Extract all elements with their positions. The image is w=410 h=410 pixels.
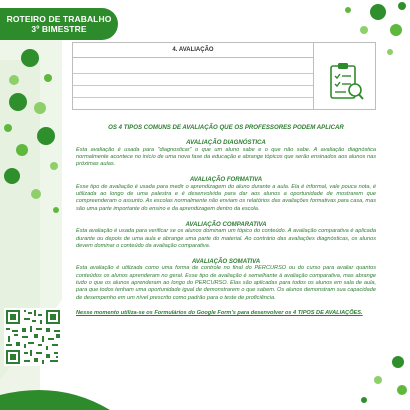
box-line bbox=[73, 73, 313, 74]
box-line bbox=[73, 97, 313, 98]
closing-note: Nesse momento utiliza-se os Formulários do Google Form's para desenvolver os 4 TIPOS DE AVALIAÇÕES. bbox=[76, 309, 363, 316]
header-badge bbox=[0, 8, 118, 40]
box-divider bbox=[313, 43, 314, 109]
section-title-somativa: AVALIAÇÃO SOMATIVA bbox=[191, 258, 261, 266]
section-text-formativa: Esse tipo de avaliação é usada para medir o aprendizagem do aluno durante a aula. Ela é informal, vale pouca nota, é utilizada ao longo de uma palestra e é desenvolvida para dar aos alunos a oportunidade de mostrarem que compreenderam o assunto. As escolas normalmente não enviam os relatórios das avaliações formativas para casa, mas são uma parte importante do ensino e da aprendizagem dentro da escola. bbox=[76, 183, 376, 212]
evaluation-box-title: 4. AVALIAÇÃO bbox=[73, 47, 313, 58]
section-title-comparativa: AVALIAÇÃO COMPARATIVA bbox=[185, 220, 267, 228]
section-title-diagnostica: AVALIAÇÃO DIAGNÓSTICA bbox=[186, 139, 266, 147]
checklist-clipboard-icon bbox=[328, 61, 364, 101]
evaluation-box bbox=[72, 42, 376, 110]
header-subtitle: 3º BIMESTRE bbox=[31, 24, 87, 34]
section-title-formativa: AVALIAÇÃO FORMATIVA bbox=[189, 176, 263, 184]
intro-heading: OS 4 TIPOS COMUNS DE AVALIAÇÃO QUE OS PROFESSORES PODEM APLICAR bbox=[108, 124, 344, 131]
header-title: ROTEIRO DE TRABALHO bbox=[6, 14, 112, 24]
section-text-diagnostica: Esta avaliação é usada para "diagnosticar" o que um aluno sabe e o que não sabe. A avaliação diagnóstica normalmente acontece no início de uma nova fase da educação e abrange tópicos que serão ensinados aos alunos nas próximas aulas. bbox=[76, 146, 376, 168]
section-text-somativa: Esta avaliação é utilizada como uma forma de controle no final do PERCURSO ou do curso para avaliar quantos conteúdos os alunos aprenderam no geral. Esse tipo de avaliação é semelhante à avaliação comparativa, mas abrange tudo o que os alunos aprenderam ao longo do PERCURSO. Elas são aplicadas para todos os alunos em sala de aula, para que todos tenham uma oportunidade igual de demonstrarem o que sabem. Os alunos demonstram sua capacidade de desempenho em um nível prescrito como padrão para o teste de proficiência. bbox=[76, 265, 376, 301]
box-line bbox=[73, 85, 313, 86]
section-text-comparativa: Esta avaliação é usada para verificar se os alunos dominam um tópico do conteúdo. A avaliação comparativa é aplicada durante ou depois de uma aula e abrange uma parte do material. Ao contrário das avaliações diagnósticas, os alunos devem dominar o conteúdo da avaliação comparativa. bbox=[76, 228, 376, 249]
qr-code-icon[interactable] bbox=[4, 308, 62, 366]
content bbox=[76, 124, 376, 317]
